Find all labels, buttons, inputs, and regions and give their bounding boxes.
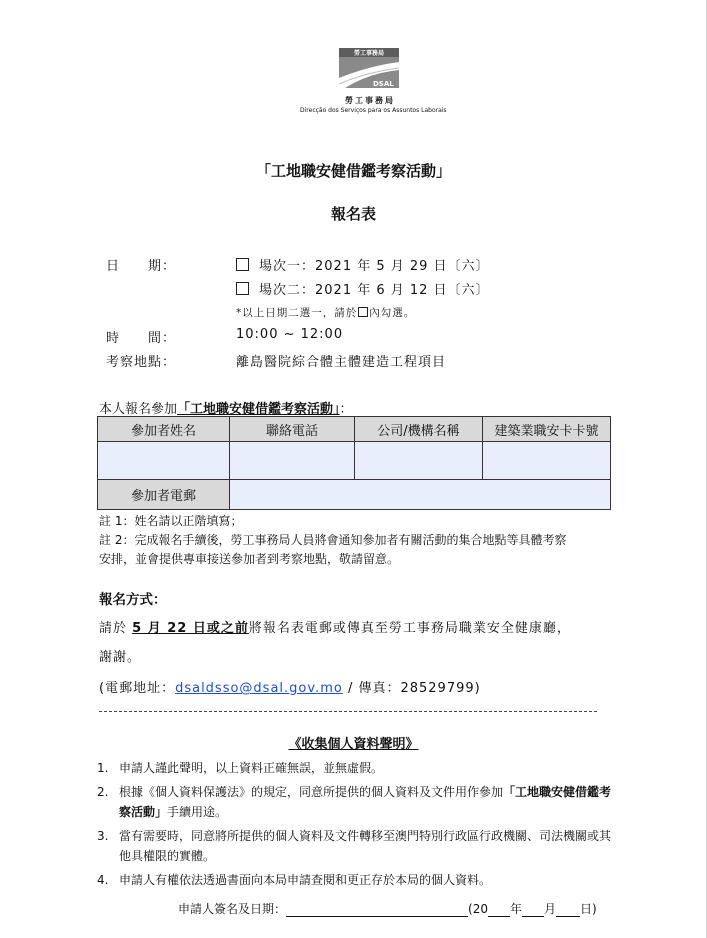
logo-cn-text: 勞工事務局 <box>345 96 395 105</box>
notes <box>99 512 619 569</box>
col-phone-header: 聯絡電話 <box>230 417 355 442</box>
list-item: 1. 申請人謹此聲明，以上資料正確無誤，並無虛假。 <box>97 761 384 775</box>
declaration-item-2a: 根據《個人資料保護法》的規定，同意所提供的個人資料及文件用作參加 <box>119 785 504 799</box>
sig-year: 年 <box>509 902 522 916</box>
declaration-item-1: 申請人謹此聲明，以上資料正確無誤，並無虛假。 <box>119 761 384 775</box>
day-field[interactable] <box>556 902 580 917</box>
table-header-row <box>98 417 611 442</box>
intro-activity: 「工地職安健借鑑考察活動」 <box>177 402 340 417</box>
email-label-cell: 參加者電郵 <box>98 480 230 510</box>
email-label: (電郵地址： <box>99 681 176 696</box>
signature-label: 申請人簽名及日期： <box>178 902 287 916</box>
select-note <box>236 305 415 320</box>
registration-intro <box>99 398 353 417</box>
sig-day: 日) <box>580 902 597 916</box>
note-2b: 安排，並會提供專車接送參加者到考察地點，敬請留意。 <box>99 552 400 566</box>
checkbox-icon <box>358 307 368 317</box>
card-input-cell[interactable] <box>483 442 611 480</box>
method-title: 報名方式： <box>99 592 167 608</box>
session2-text: 場次二：2021 年 6 月 12 日〔六〕 <box>259 283 490 298</box>
email-link[interactable]: dsaldsso@dsal.gov.mo <box>175 681 343 696</box>
signature-field[interactable] <box>286 902 468 917</box>
divider <box>99 711 597 712</box>
logo-pt-text: Direcção dos Serviços para os Assuntos Laborais <box>300 107 447 114</box>
intro-prefix: 本人報名參加 <box>99 402 178 417</box>
select-note-b: 內勾選。 <box>369 307 416 319</box>
note-1: 註 1：姓名請以正階填寫； <box>99 514 243 528</box>
registration-table <box>97 416 611 510</box>
date-label: 日 期： <box>106 259 177 274</box>
declaration-list <box>97 758 622 894</box>
year-field[interactable] <box>488 902 510 917</box>
select-note-a: *以上日期二選一，請於 <box>236 307 358 319</box>
dsal-logo-icon <box>339 48 399 88</box>
form-title: 「工地職安健借鑑考察活動」 <box>255 162 451 180</box>
col-company-header: 公司/機構名稱 <box>355 417 483 442</box>
logo-abbr: DSAL <box>373 80 394 88</box>
place-label: 考察地點： <box>106 355 177 370</box>
form-subtitle: 報名表 <box>330 205 376 223</box>
checkbox-icon[interactable] <box>236 258 249 271</box>
table-row <box>98 442 611 480</box>
checkbox-icon[interactable] <box>236 282 249 295</box>
name-input-cell[interactable] <box>98 442 230 480</box>
sig-open: (20 <box>468 902 488 916</box>
intro-suffix: ： <box>339 402 353 417</box>
sig-month: 月 <box>543 902 556 916</box>
time-label: 時 間： <box>106 331 177 346</box>
email-input-cell[interactable] <box>230 480 611 510</box>
company-input-cell[interactable] <box>355 442 483 480</box>
declaration-item-2b: 手續用途。 <box>167 805 228 819</box>
declaration-item-3: 當有需要時，同意將所提供的個人資料及文件轉移至澳門特別行政區行政機關、司法機關或其他具權限的實體。 <box>119 829 612 863</box>
method-line1 <box>99 617 571 636</box>
session1-option[interactable] <box>236 255 490 274</box>
declaration-item-4: 申請人有權依法透過書面向本局申請查閱和更正存於本局的個人資料。 <box>119 873 492 887</box>
list-item: 4. 申請人有權依法透過書面向本局申請查閱和更正存於本局的個人資料。 <box>97 873 492 887</box>
signature-line <box>178 900 597 917</box>
place-value: 離島醫院綜合體主體建造工程項目 <box>236 355 447 370</box>
method-line2: 謝謝。 <box>99 650 142 665</box>
method-prefix: 請於 <box>99 621 128 636</box>
col-card-header: 建築業職安卡卡號 <box>483 417 611 442</box>
time-value: 10:00 ~ 12:00 <box>236 327 344 342</box>
session2-option[interactable] <box>236 279 490 298</box>
deadline: 5 月 22 日或之前 <box>132 621 249 636</box>
declaration-title: 《收集個人資料聲明》 <box>288 737 419 752</box>
col-name-header: 參加者姓名 <box>98 417 230 442</box>
contact-line <box>99 677 481 696</box>
session1-text: 場次一：2021 年 5 月 29 日〔六〕 <box>259 259 490 274</box>
logo-mark-cn: 勞工事務局 <box>353 50 385 57</box>
table-row <box>98 480 611 510</box>
declaration-item-2-bold: 「工地職安健借鑑考察活動」 <box>119 785 612 819</box>
phone-input-cell[interactable] <box>230 442 355 480</box>
fax-text: / 傳真：28529799) <box>347 681 481 696</box>
list-item: 3. 當有需要時，同意將所提供的個人資料及文件轉移至澳門特別行政區行政機關、司法機關或其他具權限的實體。 <box>97 829 612 863</box>
note-2a: 註 2：完成報名手續後，勞工事務局人員將會通知參加者有關活動的集合地點等具體考察 <box>99 533 567 547</box>
method-suffix: 將報名表電郵或傳真至勞工事務局職業安全健康廳， <box>248 621 571 636</box>
list-item: 2. 根據《個人資料保護法》的規定，同意所提供的個人資料及文件用作參加「工地職安健借鑑考察活動」手續用途。 <box>97 785 612 819</box>
month-field[interactable] <box>522 902 544 917</box>
